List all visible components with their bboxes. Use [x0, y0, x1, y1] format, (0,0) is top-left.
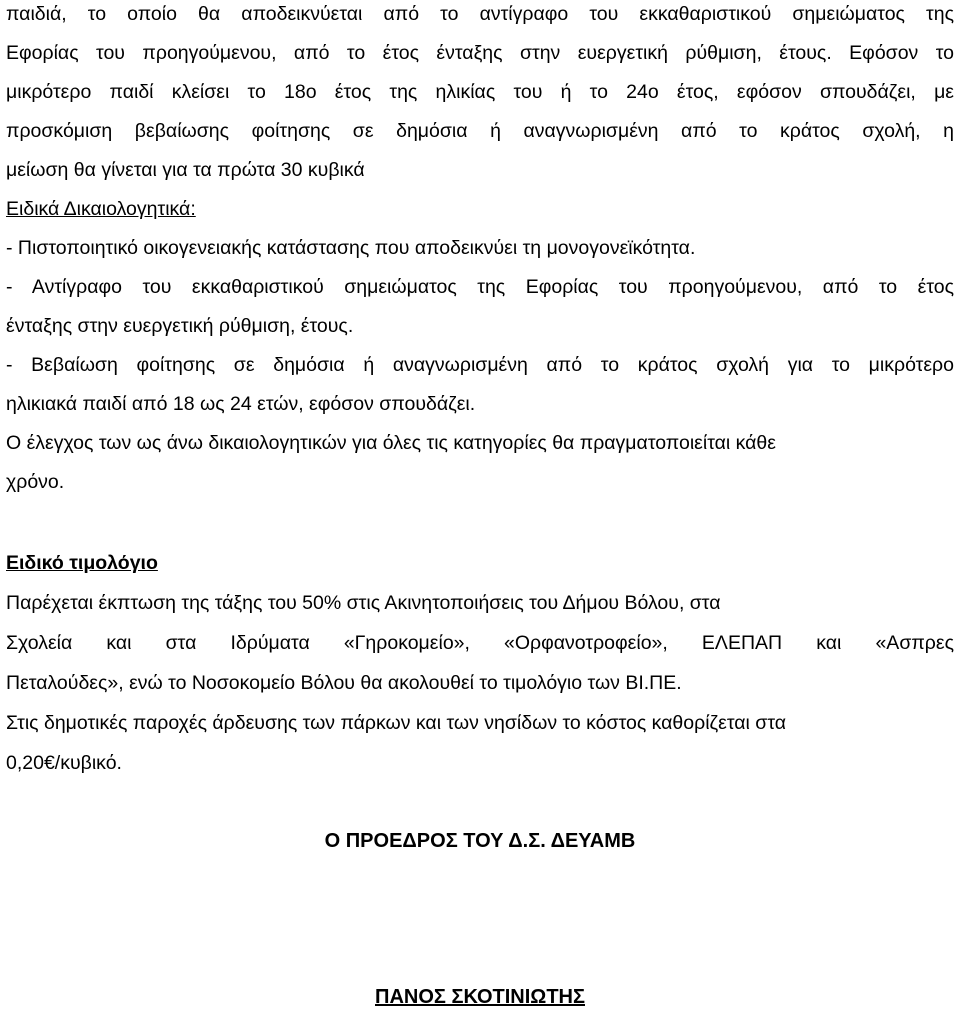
signature-title: Ο ΠΡΟΕΔΡΟΣ ΤΟΥ Δ.Σ. ΔΕΥΑΜΒ [324, 830, 636, 852]
document-item: - Πιστοποιητικό οικογενειακής κατάστασης που αποδεικνύει τη μονογονεϊκότητα. [6, 237, 696, 259]
tariff-line: 0,20€/κυβικό. [6, 752, 122, 774]
tariff-line: Σχολεία και στα Ιδρύματα «Γηροκομείο», «Ορφανοτροφείο», ΕΛΕΠΑΠ και «Ασπρες [6, 632, 954, 654]
intro-line: μικρότερο παιδί κλείσει το 18ο έτος της ηλικίας του ή το 24ο έτος, εφόσον σπουδάζει, με [6, 81, 954, 103]
control-note-continuation: χρόνο. [6, 471, 65, 493]
document-item-continuation: ένταξης στην ευεργετική ρύθμιση, έτους. [6, 315, 354, 337]
tariff-line: Πεταλούδες», ενώ το Νοσοκομείο Βόλου θα ακολουθεί το τιμολόγιο των ΒΙ.ΠΕ. [6, 672, 682, 694]
document-item: - Αντίγραφο του εκκαθαριστικού σημειώματος της Εφορίας του προηγούμενου, από το έτος [6, 276, 954, 298]
document-item: - Βεβαίωση φοίτησης σε δημόσια ή αναγνωρισμένη από το κράτος σχολή για το μικρότερο [6, 354, 954, 376]
intro-line: προσκόμιση βεβαίωσης φοίτησης σε δημόσια ή αναγνωρισμένη από το κράτος σχολή, η [6, 120, 954, 142]
tariff-line: Παρέχεται έκπτωση της τάξης του 50% στις Ακινητοποιήσεις του Δήμου Βόλου, στα [6, 592, 721, 614]
signature-name: ΠΑΝΟΣ ΣΚΟΤΙΝΙΩΤΗΣ [375, 986, 585, 1008]
tariff-line: Στις δημοτικές παροχές άρδευσης των πάρκων και των νησίδων το κόστος καθορίζεται στα [6, 712, 787, 734]
document-item-continuation: ηλικιακά παιδί από 18 ως 24 ετών, εφόσον σπουδάζει. [6, 393, 476, 415]
special-tariff-heading: Ειδικό τιμολόγιο [6, 552, 158, 574]
control-note: Ο έλεγχος των ως άνω δικαιολογητικών για όλες τις κατηγορίες θα πραγματοποιείται κάθε [6, 432, 776, 454]
intro-line: Εφορίας του προηγούμενου, από το έτος ένταξης στην ευεργετική ρύθμιση, έτους. Εφόσον το [6, 42, 954, 64]
special-documents-heading: Ειδικά Δικαιολογητικά: [6, 198, 196, 220]
intro-line: παιδιά, το οποίο θα αποδεικνύεται από το αντίγραφο του εκκαθαριστικού σημειώματος της [6, 3, 954, 25]
intro-line: μείωση θα γίνεται για τα πρώτα 30 κυβικά [6, 159, 365, 181]
